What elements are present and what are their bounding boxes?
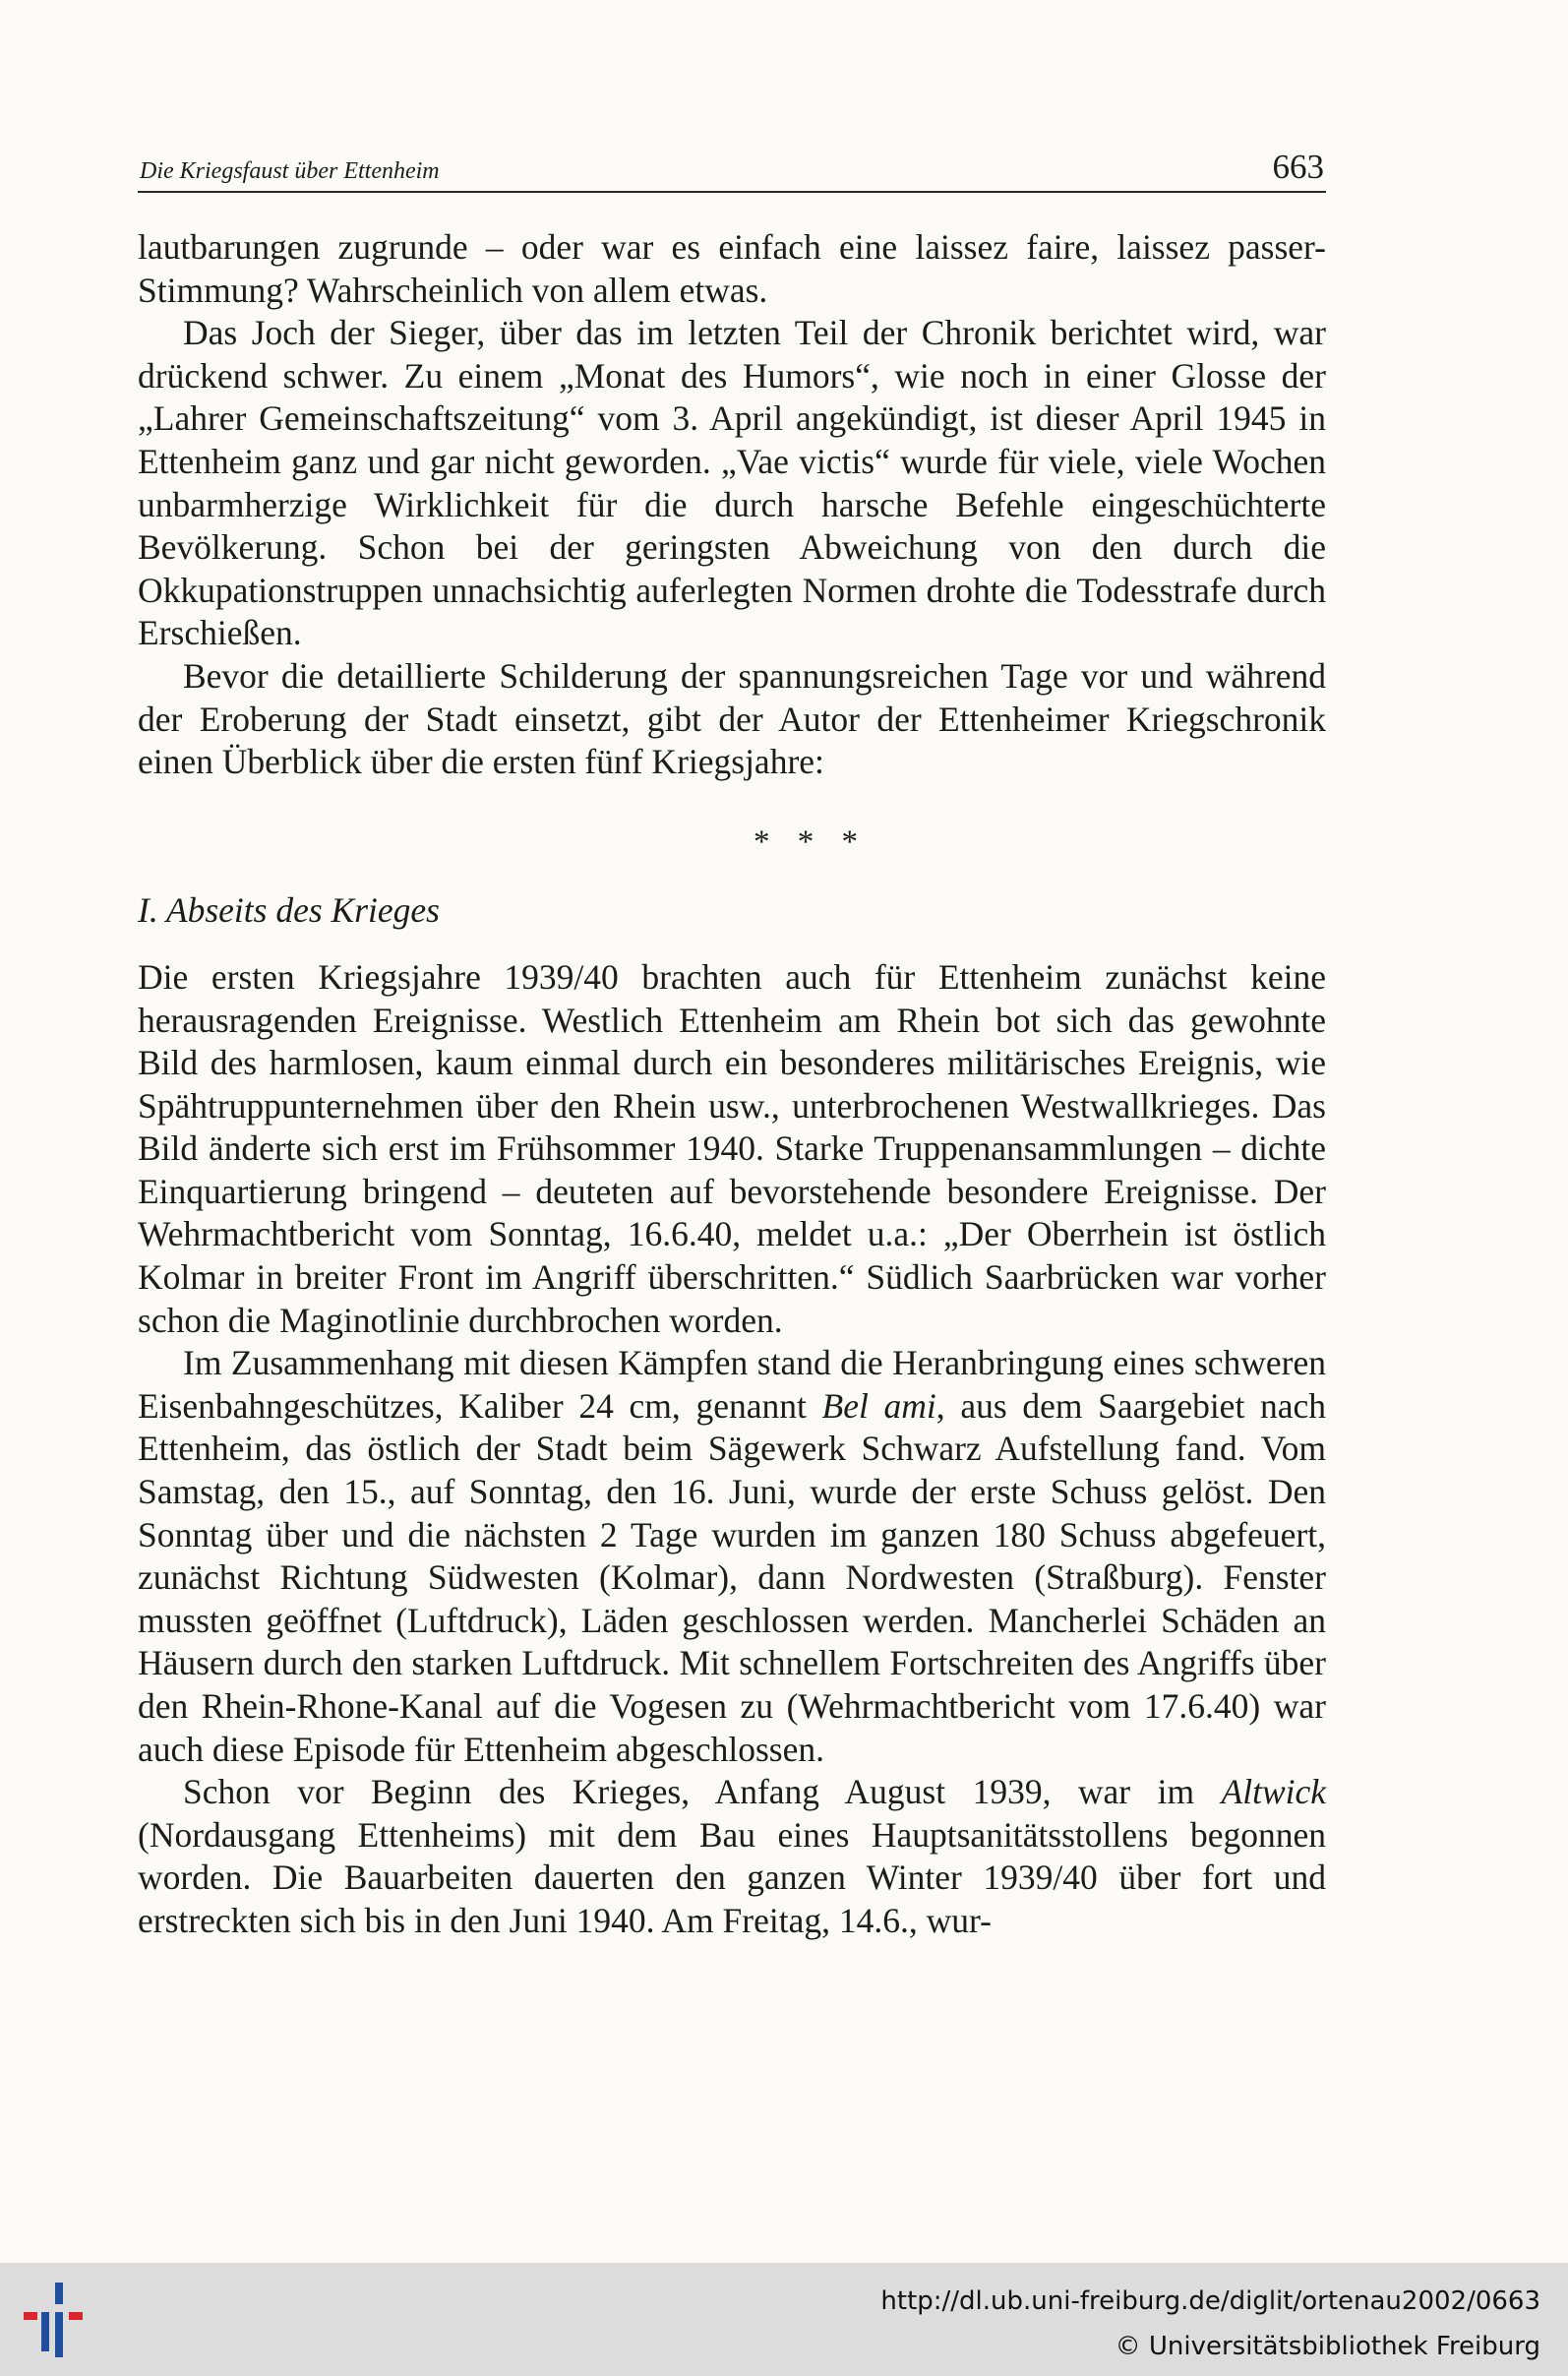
section-heading: I. Abseits des Krieges (138, 890, 440, 931)
paragraph: lautbarungen zugrunde – oder war es einfach eine laissez faire, laissez passer-Stimmung? Wahrscheinlich von allem etwas. (138, 227, 1326, 310)
paragraph (138, 1342, 1326, 1771)
permalink-link[interactable]: http://dl.ub.uni-freiburg.de/diglit/ortenau2002/0663 (880, 2286, 1540, 2316)
page-number: 663 (1272, 148, 1324, 186)
text-run: , aus dem Saargebiet nach Ettenheim, das östlich der Stadt beim Sägewerk Schwarz Aufstellung fand. Vom Samstag, den 15., auf Sonntag, den 16. Juni, wurde der erste Schuss gelöst. Den Sonntag über und die nächsten 2 Tage wurden im ganzen 180 Schuss abgefeuert, zunächst Richtung Südwesten (Kolmar), dann Nordwesten (Straßburg). Fenster mussten geöffnet (Luftdruck), Läden geschlossen werden. Mancherlei Schäden an Häusern durch den starken Luftdruck. Mit schnellem Fortschreiten des Angriffs über den Rhein-Rhone-Kanal auf die Vogesen zu (Wehrmachtbericht vom 17.6.40) war auch diese Episode für Ettenheim abgeschlossen. (138, 1385, 1327, 1769)
paragraph: Das Joch der Sieger, über das im letzten Teil der Chronik berichtet wird, war drückend schwer. Zu einem „Monat des Humors“, wie noch in einer Glosse der „Lahrer Gemeinschaftszeitung“ vom 3. April angekündigt, ist dieser April 1945 in Ettenheim ganz und gar nicht geworden. „Vae victis“ wurde für viele, viele Wochen unbarmherzige Wirklichkeit für die durch harsche Befehle eingeschüchterte Bevölkerung. Schon bei der geringsten Abweichung von den durch die Okkupationstruppen unnachsichtig auferlegten Normen drohte die Todesstrafe durch Erschießen. (138, 313, 1326, 653)
italic-term: Bel ami (821, 1385, 936, 1426)
paragraph: Bevor die detaillierte Schilderung der spannungsreichen Tage vor und während der Eroberung der Stadt einsetzt, gibt der Autor der Ettenheimer Kriegschronik einen Überblick über die ersten fünf Kriegsjahre: (138, 655, 1326, 782)
section-separator: * * * (754, 823, 868, 860)
body-text (138, 226, 1326, 1943)
paragraph (138, 1771, 1326, 1942)
italic-term: Altwick (1221, 1772, 1326, 1812)
copyright-notice: © Universitätsbibliothek Freiburg (1115, 2332, 1540, 2361)
running-title: Die Kriegsfaust über Ettenheim (140, 158, 440, 184)
ub-freiburg-logo-icon (22, 2281, 100, 2359)
text-run: (Nordausgang Ettenheims) mit dem Bau eines Hauptsanitätsstollens begonnen worden. Die Bauarbeiten dauerten den ganzen Winter 1939/40 über fort und erstreckten sich bis in den Juni 1940. Am Freitag, 14.6., wur- (138, 1814, 1326, 1940)
text-run: Schon vor Beginn des Krieges, Anfang August 1939, war im (183, 1772, 1222, 1812)
viewer-footer (0, 2263, 1568, 2376)
page-header (138, 148, 1326, 193)
paragraph: Die ersten Kriegsjahre 1939/40 brachten auch für Ettenheim zunächst keine herausragenden Ereignisse. Westlich Ettenheim am Rhein bot sich das gewohnte Bild des harmlosen, kaum einmal durch ein besonderes militärisches Ereignis, wie Spähtruppunternehmen über den Rhein usw., unterbrochenen Westwallkrieges. Das Bild änderte sich erst im Frühsommer 1940. Starke Truppenansammlungen – dichte Einquartierung bringend – deuteten auf bevorstehende besondere Ereignisse. Der Wehrmachtbericht vom Sonntag, 16.6.40, meldet u.a.: „Der Oberrhein ist östlich Kolmar in breiter Front im Angriff überschritten.“ Südlich Saarbrücken war vorher schon die Maginotlinie durchbrochen worden. (138, 956, 1326, 1340)
text-run: Im Zusammenhang mit diesen Kämpfen stand die Heranbringung eines schweren Eisenbahngeschützes, Kaliber 24 cm, genannt (138, 1343, 1326, 1426)
